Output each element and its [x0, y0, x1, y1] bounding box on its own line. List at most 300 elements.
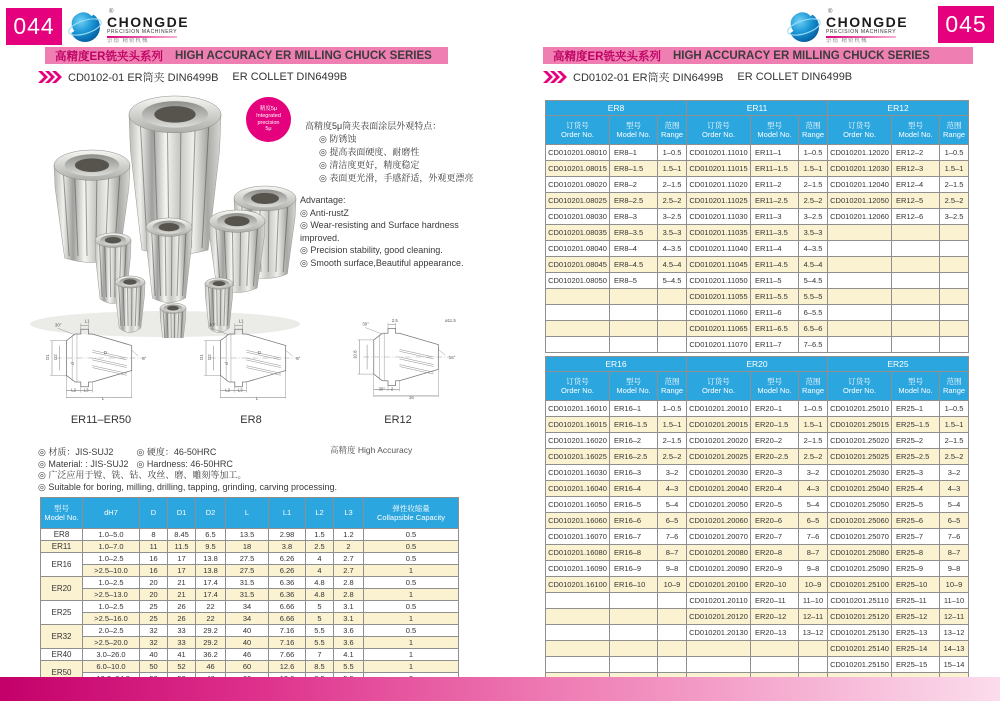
table-cell: 29.2 [196, 637, 226, 649]
table-cell: 6–5 [658, 513, 687, 529]
table-cell: ER11–2.5 [751, 193, 799, 209]
table-cell: ER16–9 [610, 561, 658, 577]
table-cell: CD010201.25140 [828, 641, 892, 657]
logo-globe-icon [785, 6, 823, 46]
subheader-cell [658, 116, 687, 145]
header-line: 型号 [54, 503, 69, 513]
table-cell: ER11–5.5 [751, 289, 799, 305]
header-cell [168, 498, 196, 529]
table-cell: 1 [364, 589, 459, 601]
table-cell [546, 641, 610, 657]
table-cell: 1.5–1 [658, 417, 687, 433]
table-cell: 1–0.5 [658, 145, 687, 161]
table-cell: 4–3.5 [658, 241, 687, 257]
table-cell: 12–11 [940, 609, 969, 625]
table-cell: 2 [334, 541, 364, 553]
subheader-line: 订货号 [707, 121, 730, 130]
table-cell: ER11–7 [751, 337, 799, 353]
table-cell: ER25–3 [892, 465, 940, 481]
table-row [546, 641, 969, 657]
table-cell: 5.5–5 [799, 289, 828, 305]
table-cell: 9.5 [196, 541, 226, 553]
table-cell: 1–0.5 [940, 401, 969, 417]
table-cell: 1 [364, 613, 459, 625]
subheader-cell [610, 372, 658, 401]
table-cell: ER8–3 [610, 209, 658, 225]
table-cell: ER16–1 [610, 401, 658, 417]
series-header-cell: ER20 [687, 357, 828, 372]
table-cell [940, 305, 969, 321]
table-cell [828, 241, 892, 257]
material-cn: ◎ 材质：JIS-SUJ2 [38, 447, 114, 457]
subheader-line: 型号 [908, 377, 923, 386]
table-cell [799, 657, 828, 673]
table-cell: ER11–1 [751, 145, 799, 161]
table-cell: ER16–10 [610, 577, 658, 593]
table-cell: 1.5–1 [940, 161, 969, 177]
dimension-label: 2 [390, 386, 394, 392]
model-cell: ER50 [41, 661, 83, 685]
table-cell: 17.4 [196, 577, 226, 589]
table-row [546, 449, 969, 465]
table-cell [610, 289, 658, 305]
table-cell [546, 305, 610, 321]
table-cell: ER25–13 [892, 625, 940, 641]
table-cell: >2.5–10.0 [83, 565, 140, 577]
table-cell: 5.5 [306, 625, 334, 637]
table-cell: 3–2.5 [940, 209, 969, 225]
model-cell: ER32 [41, 625, 83, 649]
subheader-line: 订货号 [848, 121, 871, 130]
table-cell: 1.5 [306, 529, 334, 541]
advantage-block [300, 194, 496, 269]
series-header-row [546, 357, 969, 372]
table-cell: 9–8 [799, 561, 828, 577]
table-cell: 7–6 [940, 529, 969, 545]
subheader-line: 订货号 [566, 121, 589, 130]
table-row [546, 465, 969, 481]
table-cell: 2–1.5 [940, 433, 969, 449]
bottom-gradient-bar [0, 677, 1000, 701]
table-cell [940, 321, 969, 337]
table-row [41, 589, 459, 601]
table-cell: 1.2 [334, 529, 364, 541]
table-cell: 13.8 [196, 565, 226, 577]
subheader-line: 型号 [767, 121, 783, 130]
advantage-item: ◎ Smooth surface,Beautiful appearance. [300, 257, 464, 268]
subheader-line: Order No. [561, 386, 594, 395]
table-cell: 4.8 [306, 577, 334, 589]
table-cell: 0.5 [364, 577, 459, 589]
table-row [546, 593, 969, 609]
table-cell: 17 [168, 565, 196, 577]
table-cell [610, 593, 658, 609]
dimension-label: L [255, 396, 259, 402]
table-cell [940, 289, 969, 305]
dimension-label: 8° [296, 355, 301, 361]
table-row [546, 401, 969, 417]
page-number-badge [6, 8, 62, 45]
table-cell: 5.5 [306, 637, 334, 649]
table-cell: ER8–2.5 [610, 193, 658, 209]
table-cell: 4 [306, 553, 334, 565]
table-cell: 22 [196, 601, 226, 613]
feature-item: ◎ 表面更光滑，手感舒适，外观更漂亮 [319, 173, 474, 183]
catalog-page-045 [500, 0, 1000, 707]
table-cell: 4–3 [799, 481, 828, 497]
table-cell: 0.5 [364, 529, 459, 541]
subheader-cell [687, 372, 751, 401]
badge-line: precision [257, 119, 280, 126]
table-cell [940, 241, 969, 257]
product-title-line [543, 69, 852, 85]
table-cell: CD010201.08050 [546, 273, 610, 289]
table-cell: CD010201.16025 [546, 449, 610, 465]
table-cell: 13.8 [196, 553, 226, 565]
table-cell: ER20–3 [751, 465, 799, 481]
table-cell: 17 [168, 553, 196, 565]
model-cell: ER16 [41, 553, 83, 577]
table-cell: ER20–8 [751, 545, 799, 561]
subheader-cell [799, 116, 828, 145]
table-row [546, 657, 969, 673]
table-cell: ER25–5 [892, 497, 940, 513]
table-cell: CD010201.25080 [828, 545, 892, 561]
table-cell: CD010201.11065 [687, 321, 751, 337]
table-cell: 3.1 [334, 613, 364, 625]
dimension-label: 8° [142, 355, 147, 361]
table-cell: ER25–7 [892, 529, 940, 545]
brand-name-cn: 崇德 精密机械 [107, 38, 149, 44]
table-cell: ER16–8 [610, 545, 658, 561]
order-table-head [546, 101, 969, 145]
table-cell [546, 625, 610, 641]
series-title-en: HIGH ACCURACY ER MILLING CHUCK SERIES [174, 49, 432, 62]
dimension-label: 16° [448, 354, 456, 360]
table-cell: 16 [140, 565, 168, 577]
table-cell: 1.5–1 [799, 417, 828, 433]
page-number: 044 [13, 13, 55, 39]
table-cell: 2.5–2 [799, 449, 828, 465]
order-table [545, 100, 969, 353]
dimension-label: 10.8 [352, 350, 358, 359]
table-cell [828, 257, 892, 273]
table-cell: 7.66 [269, 649, 306, 661]
series-title-cn: 高精度ER铣夹头系列 [553, 50, 661, 63]
header-line: D [150, 508, 157, 518]
table-cell: 3.5–3 [799, 225, 828, 241]
material-line [38, 459, 458, 471]
table-cell: 17.4 [196, 589, 226, 601]
table-cell: 2.5–2 [940, 449, 969, 465]
table-cell: CD010201.08020 [546, 177, 610, 193]
table-cell: 8–7 [940, 545, 969, 561]
table-cell: 6–5 [799, 513, 828, 529]
table-cell: CD010201.20030 [687, 465, 751, 481]
subheader-line: 订货号 [848, 377, 871, 386]
table-cell: 2.8 [334, 577, 364, 589]
logo-globe-icon [66, 6, 104, 46]
table-cell: 1.0–5.0 [83, 529, 140, 541]
table-cell: ER8–4.5 [610, 257, 658, 273]
series-title-bar [543, 47, 973, 64]
subheader-line: 订货号 [707, 377, 730, 386]
feature-item: ◎ 防锈蚀 [319, 134, 357, 144]
model-cell: ER40 [41, 649, 83, 661]
table-cell: 6.66 [269, 601, 306, 613]
table-cell: CD010201.16060 [546, 513, 610, 529]
table-cell: ER12–4 [892, 177, 940, 193]
table-cell: 2–1.5 [940, 177, 969, 193]
table-cell: 10–9 [799, 577, 828, 593]
dimension-label: D2 [52, 354, 58, 360]
table-cell: ER25–4 [892, 481, 940, 497]
table-cell: ER11–2 [751, 177, 799, 193]
subheader-line: 订货号 [566, 377, 589, 386]
subheader-line: Order No. [561, 130, 594, 139]
table-cell [610, 609, 658, 625]
table-cell: CD010201.16040 [546, 481, 610, 497]
subheader-cell [892, 372, 940, 401]
dimension-spec-table [40, 497, 459, 685]
table-cell: 32 [140, 637, 168, 649]
table-cell: 5–4.5 [799, 273, 828, 289]
table-cell [940, 337, 969, 353]
table-cell: CD010201.12020 [828, 145, 892, 161]
table-cell: 2.7 [334, 553, 364, 565]
table-cell: 1–0.5 [799, 401, 828, 417]
dimension-label: 30° [362, 321, 369, 327]
table-row [546, 529, 969, 545]
table-cell: 3–2 [799, 465, 828, 481]
table-cell [610, 305, 658, 321]
table-cell: 4.5–4 [799, 257, 828, 273]
series-header-cell: ER25 [828, 357, 969, 372]
dimension-label: 30° [208, 322, 216, 328]
subheader-cell [546, 372, 610, 401]
table-cell: CD010201.12040 [828, 177, 892, 193]
subheader-line: 范围 [946, 377, 962, 386]
header-line: L2 [315, 508, 324, 518]
table-cell [828, 337, 892, 353]
table-cell [546, 609, 610, 625]
table-row [546, 321, 969, 337]
table-cell: 27.5 [226, 553, 269, 565]
table-cell: ER16–2 [610, 433, 658, 449]
table-row [41, 649, 459, 661]
table-cell: 1.5–1 [658, 161, 687, 177]
subheader-cell [828, 372, 892, 401]
brand-logo [66, 6, 189, 46]
features-list [319, 133, 495, 185]
dimension-label: L3 [83, 387, 89, 393]
table-cell: CD010201.25090 [828, 561, 892, 577]
feature-item: ◎ 清洁度更好，精度稳定 [319, 160, 420, 170]
table-cell [828, 305, 892, 321]
table-cell: 6–5.5 [799, 305, 828, 321]
table-cell: 31.5 [226, 577, 269, 589]
table-cell: CD010201.25110 [828, 593, 892, 609]
table-row [546, 177, 969, 193]
table-cell: 1.0–2.5 [83, 601, 140, 613]
table-cell: CD010201.25120 [828, 609, 892, 625]
subheader-cell [940, 372, 969, 401]
table-row [546, 145, 969, 161]
technical-drawing-er8 [196, 310, 312, 406]
subheader-line: 型号 [626, 121, 641, 130]
table-cell [546, 657, 610, 673]
dimension-label: d [224, 362, 230, 365]
table-cell: >2.5–20.0 [83, 637, 140, 649]
dimension-label: D1 [199, 354, 205, 360]
table-row [546, 305, 969, 321]
subheader-line: 型号 [626, 377, 641, 386]
table-cell: CD010201.16015 [546, 417, 610, 433]
order-table-body [546, 401, 969, 689]
header-line: D1 [176, 508, 187, 518]
table-cell: 5 [306, 613, 334, 625]
header-cell [140, 498, 168, 529]
dimension-label: L2 [225, 387, 231, 393]
table-cell: 5 [306, 601, 334, 613]
table-row [546, 497, 969, 513]
brand-logo [785, 6, 908, 46]
table-cell: CD010201.20100 [687, 577, 751, 593]
table-cell: 21 [168, 589, 196, 601]
table-row [41, 625, 459, 637]
table-cell: ER16–4 [610, 481, 658, 497]
header-cell [41, 498, 83, 529]
table-cell: ER20–9 [751, 561, 799, 577]
table-cell: ER25–6 [892, 513, 940, 529]
table-cell [610, 641, 658, 657]
table-cell: CD010201.25070 [828, 529, 892, 545]
table-cell [892, 305, 940, 321]
table-cell: ER16–5 [610, 497, 658, 513]
table-cell: ER20–6 [751, 513, 799, 529]
table-cell: ER12–3 [892, 161, 940, 177]
subheader-line: Model No. [616, 386, 651, 395]
table-cell [892, 241, 940, 257]
table-cell: 36.2 [196, 649, 226, 661]
table-cell: 3.5–3 [658, 225, 687, 241]
subheader-cell [658, 372, 687, 401]
series-header-cell: ER11 [687, 101, 828, 116]
table-row [546, 561, 969, 577]
table-row [41, 577, 459, 589]
table-cell: 52 [168, 661, 196, 673]
subheader-cell [940, 116, 969, 145]
table-cell: 8.45 [168, 529, 196, 541]
table-row [41, 529, 459, 541]
table-cell: CD010201.25130 [828, 625, 892, 641]
header-cell [83, 498, 140, 529]
table-row [546, 433, 969, 449]
table-cell: 2.98 [269, 529, 306, 541]
drawing-label: ER12 [384, 414, 412, 426]
table-cell [828, 273, 892, 289]
product-title-cn: CD0102-01 ER筒夹 DIN6499B [68, 72, 219, 84]
table-cell: CD010201.25030 [828, 465, 892, 481]
table-cell [892, 289, 940, 305]
subheader-cell [799, 372, 828, 401]
table-cell: 8–7 [658, 545, 687, 561]
table-cell: ER25–8 [892, 545, 940, 561]
table-cell: 7–6 [799, 529, 828, 545]
material-line [38, 447, 458, 459]
table-cell: 34 [226, 601, 269, 613]
table-cell: 5–4.5 [658, 273, 687, 289]
table-cell [892, 321, 940, 337]
series-header-row [546, 101, 969, 116]
table-cell [658, 305, 687, 321]
table-cell: 3–2.5 [799, 209, 828, 225]
badge-line: 5μ [265, 126, 272, 133]
table-cell: CD010201.16010 [546, 401, 610, 417]
table-cell: ER20–11 [751, 593, 799, 609]
product-title-en: ER COLLET DIN6499B [232, 71, 348, 83]
table-cell: 2.5–2 [799, 193, 828, 209]
dimension-label: 16 [408, 394, 414, 400]
table-cell: CD010201.11025 [687, 193, 751, 209]
subheader-line: Range [660, 386, 684, 395]
dimension-label: D1 [45, 354, 51, 360]
table-cell: 40 [226, 625, 269, 637]
table-row [546, 481, 969, 497]
header-line: L [244, 508, 250, 518]
table-cell: CD010201.12060 [828, 209, 892, 225]
subheader-line: Model No. [757, 386, 792, 395]
subheader-line: Model No. [898, 386, 933, 395]
table-cell: CD010201.11020 [687, 177, 751, 193]
table-cell: ER25–11 [892, 593, 940, 609]
table-cell: 46 [226, 649, 269, 661]
drawing-label: ER8 [240, 414, 262, 426]
table-row [41, 661, 459, 673]
table-cell: ER25–12 [892, 609, 940, 625]
table-cell: CD010201.20040 [687, 481, 751, 497]
header-cell [306, 498, 334, 529]
table-cell: 4.5–4 [658, 257, 687, 273]
table-row [41, 637, 459, 649]
header-line: dH7 [104, 508, 118, 518]
subheader-line: Range [660, 130, 684, 139]
table-cell: 4–3.5 [799, 241, 828, 257]
table-cell: 1.0–2.5 [83, 577, 140, 589]
table-cell [658, 657, 687, 673]
table-cell: CD010201.08010 [546, 145, 610, 161]
table-cell [546, 593, 610, 609]
product-title-cn: CD0102-01 ER筒夹 DIN6499B [573, 72, 724, 84]
table-cell: ER8–1 [610, 145, 658, 161]
subheader-row [546, 372, 969, 401]
table-cell [892, 225, 940, 241]
material-block [38, 447, 458, 493]
table-cell [658, 609, 687, 625]
table-cell [687, 641, 751, 657]
header-line: D2 [205, 508, 216, 518]
table-cell: 8.5 [306, 661, 334, 673]
table-cell: CD010201.08015 [546, 161, 610, 177]
table-cell: CD010201.11010 [687, 145, 751, 161]
table-row [546, 161, 969, 177]
table-cell: 1 [364, 661, 459, 673]
order-table [545, 356, 969, 689]
table-cell: 0.5 [364, 601, 459, 613]
table-cell: 1.0–7.0 [83, 541, 140, 553]
technical-drawing-er12 [350, 308, 464, 406]
table-cell: CD010201.25050 [828, 497, 892, 513]
